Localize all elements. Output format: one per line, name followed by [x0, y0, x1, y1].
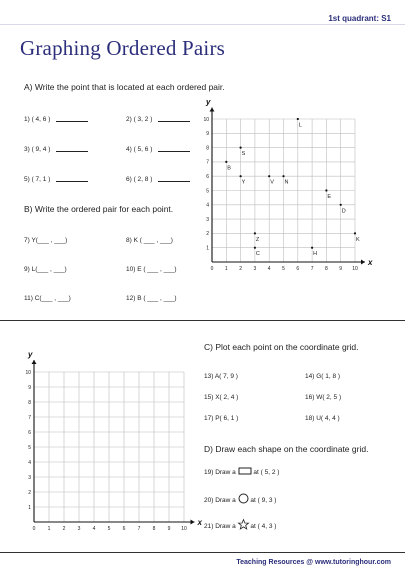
- point-label: Y: [241, 179, 246, 186]
- item-label: 2) ( 3, 2 ): [126, 116, 153, 123]
- y-axis-label: y: [206, 97, 211, 107]
- point-Y: [240, 175, 242, 177]
- section-b-item[interactable]: 8) K ( ___ , ___): [126, 237, 173, 244]
- section-d-item: [204, 493, 276, 504]
- quadrant-tag: 1st quadrant: S1: [328, 14, 391, 23]
- footer-rule: [0, 552, 405, 553]
- y-tick-label: 1: [206, 245, 209, 252]
- y-tick-label: 4: [206, 202, 209, 209]
- x-tick-label: 0: [32, 526, 36, 532]
- y-tick-label: 1: [28, 504, 31, 511]
- section-a-item: [24, 176, 88, 183]
- grid: [34, 372, 184, 522]
- y-tick-label: 7: [28, 414, 31, 421]
- point-H: [311, 247, 313, 249]
- x-axis-arrow: [361, 260, 365, 265]
- section-c-heading: C) Plot each point on the coordinate grid.: [204, 342, 359, 352]
- section-b-item[interactable]: 10) E ( ___ , ___): [126, 266, 177, 273]
- point-D: [340, 204, 342, 206]
- point-label: L: [298, 122, 302, 129]
- item-suffix: at ( 4, 3 ): [250, 523, 277, 530]
- section-a-item: [126, 146, 190, 153]
- point-N: [282, 175, 284, 177]
- circle-icon: [238, 493, 249, 504]
- point-K: [354, 232, 356, 234]
- x-tick-label: 7: [310, 266, 314, 272]
- page-title: Graphing Ordered Pairs: [20, 36, 226, 60]
- point-label: D: [341, 208, 346, 215]
- x-tick-label: 2: [239, 266, 242, 272]
- footer-credit: Teaching Resources @ www.tutoringhour.com: [236, 559, 391, 566]
- x-axis-label: x: [197, 518, 202, 527]
- x-tick-label: 3: [77, 526, 81, 532]
- section-c-item: 16) W( 2, 5 ): [305, 394, 342, 401]
- item-prefix: 21) Draw a: [204, 523, 236, 530]
- section-d-item: [204, 519, 276, 530]
- x-tick-label: 9: [167, 526, 171, 532]
- x-tick-label: 9: [339, 266, 343, 272]
- x-tick-label: 8: [152, 526, 156, 532]
- x-tick-label: 6: [122, 526, 126, 532]
- x-tick-label: 5: [107, 526, 111, 532]
- point-label: B: [227, 165, 231, 172]
- x-tick-label: 5: [282, 266, 285, 272]
- rectangle-icon: [238, 467, 252, 475]
- point-label: N: [284, 179, 289, 186]
- y-tick-label: 8: [28, 399, 31, 406]
- y-axis-label: y: [28, 350, 33, 359]
- section-c-item: 14) G( 1, 8 ): [305, 373, 341, 380]
- y-tick-label: 6: [206, 173, 209, 180]
- point-label: Z: [255, 236, 260, 243]
- point-label: S: [241, 151, 246, 158]
- graph-labeled: [196, 97, 401, 296]
- y-tick-label: 9: [28, 384, 31, 391]
- y-axis-arrow: [32, 360, 37, 364]
- point-label: E: [327, 194, 332, 200]
- x-tick-label: 4: [267, 266, 271, 272]
- y-tick-label: 5: [28, 444, 31, 451]
- graph-blank[interactable]: [10, 342, 202, 536]
- item-label: 1) ( 4, 6 ): [24, 116, 51, 123]
- point-E: [325, 189, 327, 191]
- section-c-item: 17) P( 6, 1 ): [204, 415, 239, 422]
- y-tick-label: 2: [206, 231, 209, 238]
- x-tick-label: 6: [296, 266, 300, 272]
- point-C: [254, 247, 256, 249]
- point-label: V: [270, 179, 274, 186]
- item-label: 3) ( 9, 4 ): [24, 146, 51, 153]
- x-axis-arrow: [191, 520, 195, 525]
- point-Z: [254, 232, 256, 234]
- section-d-heading: D) Draw each shape on the coordinate grid.: [204, 444, 369, 454]
- answer-line[interactable]: [158, 121, 190, 122]
- y-tick-label: 6: [28, 429, 31, 436]
- section-a-item: [24, 146, 88, 153]
- y-tick-label: 3: [28, 474, 31, 481]
- x-tick-label: 1: [224, 266, 228, 272]
- x-tick-label: 10: [181, 526, 187, 532]
- y-tick-label: 2: [28, 489, 31, 496]
- answer-line[interactable]: [56, 121, 88, 122]
- y-tick-label: 10: [25, 369, 31, 376]
- answer-line[interactable]: [56, 151, 88, 152]
- point-V: [268, 175, 270, 177]
- point-label: K: [356, 236, 360, 243]
- item-prefix: 19) Draw a: [204, 469, 236, 476]
- point-S: [240, 147, 242, 149]
- item-prefix: 20) Draw a: [204, 497, 236, 504]
- point-B: [225, 161, 227, 163]
- section-b-heading: B) Write the ordered pair for each point.: [24, 204, 174, 214]
- section-c-item: 15) X( 2, 4 ): [204, 394, 239, 401]
- section-b-item[interactable]: 7) Y(___ , ___): [24, 237, 68, 244]
- section-c-item: 18) U( 4, 4 ): [305, 415, 340, 422]
- y-tick-label: 8: [206, 145, 209, 152]
- x-tick-label: 10: [352, 266, 358, 272]
- top-rule: [0, 24, 405, 25]
- item-label: 4) ( 5, 6 ): [126, 146, 153, 153]
- x-tick-label: 3: [253, 266, 257, 272]
- section-d-item: [204, 467, 279, 476]
- item-suffix: at ( 5, 2 ): [253, 469, 280, 476]
- star-icon: [238, 519, 249, 530]
- section-b-item[interactable]: 12) B ( ___ , ___): [126, 295, 177, 302]
- section-divider: [0, 320, 405, 321]
- x-tick-label: 1: [47, 526, 51, 532]
- item-label: 6) ( 2, 8 ): [126, 176, 153, 183]
- x-tick-label: 2: [62, 526, 66, 532]
- y-tick-label: 10: [203, 116, 209, 123]
- section-a-heading: A) Write the point that is located at each ordered pair.: [24, 82, 225, 92]
- section-a-item: [126, 176, 190, 183]
- y-axis-arrow: [210, 108, 215, 112]
- point-label: H: [313, 251, 318, 258]
- section-a-item: [126, 116, 190, 123]
- x-tick-label: 8: [325, 266, 328, 272]
- answer-line[interactable]: [158, 181, 190, 182]
- x-tick-label: 4: [92, 526, 96, 532]
- y-tick-label: 3: [206, 216, 209, 223]
- point-L: [297, 118, 299, 120]
- y-tick-label: 5: [206, 188, 209, 195]
- section-b-item[interactable]: 9) L(___ , ___): [24, 266, 67, 273]
- section-c-item: 13) A( 7, 9 ): [204, 373, 238, 380]
- y-tick-label: 9: [206, 131, 209, 138]
- x-axis-label: x: [368, 258, 373, 267]
- answer-line[interactable]: [158, 151, 190, 152]
- x-tick-label: 0: [210, 266, 214, 272]
- section-b-item[interactable]: 11) C(___ , ___): [24, 295, 71, 302]
- grid: [212, 119, 355, 262]
- point-label: C: [255, 251, 260, 258]
- x-tick-label: 7: [137, 526, 141, 532]
- answer-line[interactable]: [56, 181, 88, 182]
- item-label: 5) ( 7, 1 ): [24, 176, 51, 183]
- section-a-item: [24, 116, 88, 123]
- item-suffix: at ( 9, 3 ): [250, 497, 277, 504]
- y-tick-label: 4: [28, 459, 31, 466]
- y-tick-label: 7: [206, 159, 209, 166]
